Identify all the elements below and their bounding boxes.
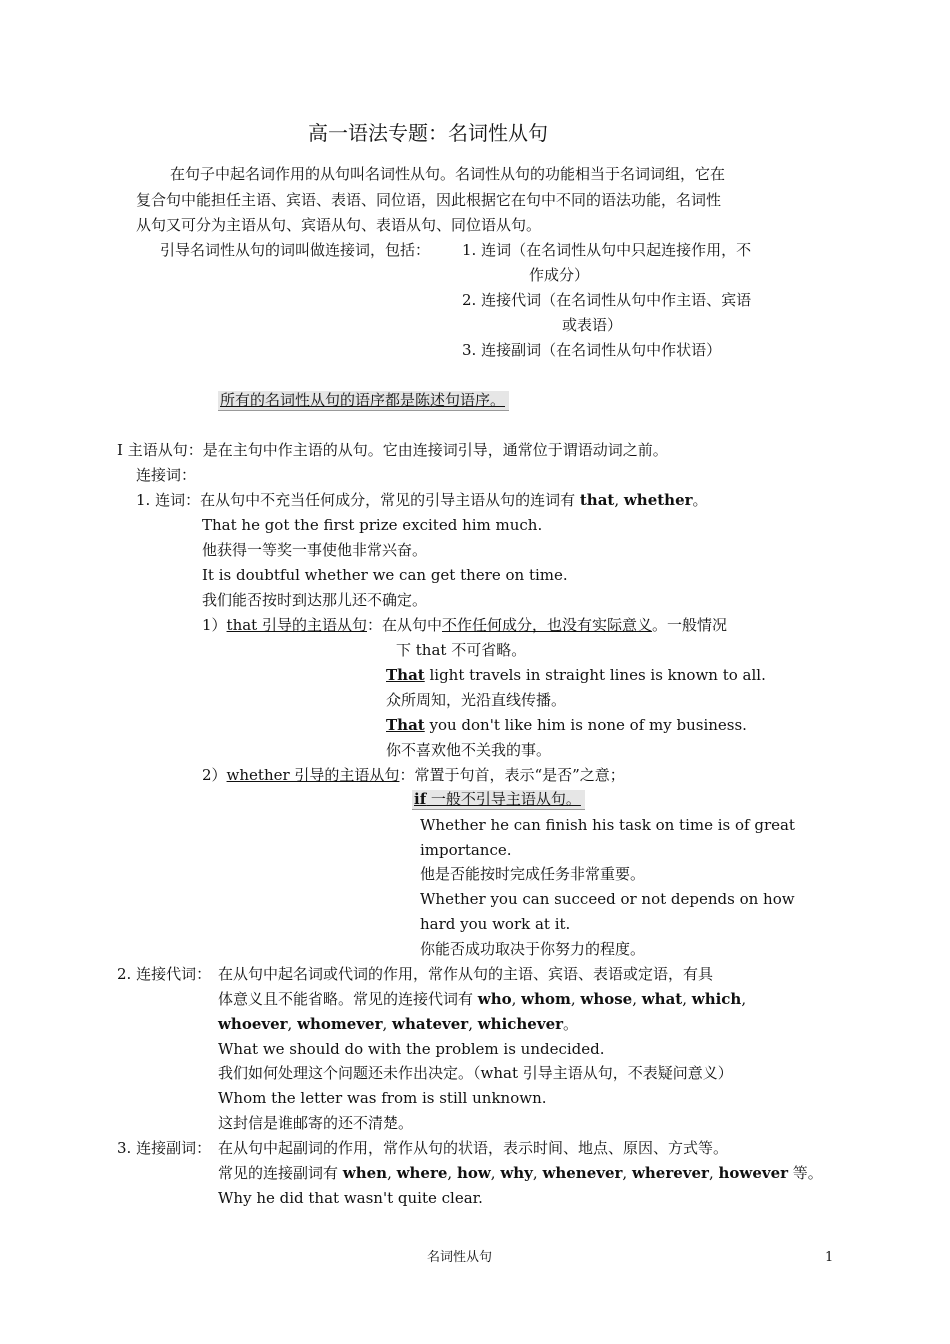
word-order-note (218, 389, 509, 411)
separator: , (490, 1164, 501, 1182)
intro-line-2: 复合句中能担任主语、宾语、表语、同位语，因此根据它在句中不同的语法功能，名词性 (136, 191, 722, 209)
keyword-when: when (342, 1164, 388, 1182)
example-en: Whether you can succeed or not depends on how (420, 890, 795, 908)
intro-line-3: 从句又可分为主语从句、宾语从句、表语从句、同位语从句。 (136, 216, 542, 234)
keyword-that: That (386, 716, 425, 734)
point-text: ：在从句中 (366, 616, 442, 634)
connector-item-2-cont: 或表语） (562, 316, 623, 334)
keyword-why: why (500, 1164, 533, 1182)
page-number: 1 (825, 1250, 834, 1265)
separator: , (741, 990, 747, 1008)
connector-item-2: 2. 连接代词（在名词性从句中作主语、宾语 (462, 291, 752, 309)
example-zh: 这封信是谁邮寄的还不清楚。 (218, 1114, 414, 1132)
item-connective-pronouns-l2 (218, 988, 746, 1010)
point-that-clause-cont: 下 that 不可省略。 (396, 641, 527, 659)
section-subject-clause-heading: I 主语从句：是在主句中作主语的从句。它由连接词引导，通常位于谓语动词之前。 (117, 441, 668, 459)
point-number: 1） (202, 616, 227, 634)
item-connective-adverbs-l2 (218, 1162, 823, 1184)
example-en (386, 664, 766, 686)
keyword-whether: whether (623, 491, 693, 509)
separator: , (511, 990, 522, 1008)
keyword-if: if (414, 790, 427, 808)
example-text: you don't like him is none of my business. (424, 716, 747, 734)
example-zh: 他是否能按时完成任务非常重要。 (420, 865, 646, 883)
example-en: It is doubtful whether we can get there on time. (202, 566, 568, 584)
separator: , (632, 990, 642, 1008)
example-en: Why he did that wasn't quite clear. (218, 1189, 483, 1207)
separator: , (447, 1164, 457, 1182)
keyword-wherever: wherever (631, 1164, 709, 1182)
example-zh: 你能否成功取决于你努力的程度。 (420, 940, 646, 958)
item-conjunctions (136, 489, 708, 511)
keyword-who: who (477, 990, 512, 1008)
separator: , (382, 1015, 393, 1033)
punctuation: 等。 (788, 1164, 823, 1182)
connector-item-1-cont: 作成分） (529, 266, 590, 284)
example-en: Whether he can finish his task on time is of great (420, 816, 795, 834)
example-text: light travels in straight lines is known to all. (424, 666, 766, 684)
if-note-text: 一般不引导主语从句。 (426, 790, 581, 808)
if-note-highlight (412, 790, 585, 810)
punctuation: 。 (692, 491, 708, 509)
keyword-what: what (641, 990, 683, 1008)
separator: , (287, 1015, 298, 1033)
keyword-whoever: whoever (218, 1015, 288, 1033)
point-text: ：常置于句首，表示“是否”之意； (399, 766, 625, 784)
separator: , (532, 1164, 543, 1182)
item-connective-pronouns-l3 (218, 1013, 578, 1035)
example-zh: 我们如何处理这个问题还未作出决定。（what 引导主语从句，不表疑问意义） (218, 1064, 733, 1082)
item-text: 体意义且不能省略。常见的连接代词有 (218, 990, 478, 1008)
connector-lead: 引导名词性从句的词叫做连接词，包括： (160, 241, 431, 259)
point-number: 2） (202, 766, 227, 784)
example-en: That he got the first prize excited him much. (202, 516, 543, 534)
if-note (412, 788, 585, 810)
connector-item-1: 1. 连词（在名词性从句中只起连接作用，不 (462, 241, 752, 259)
example-zh: 众所周知，光沿直线传播。 (386, 691, 567, 709)
separator: , (387, 1164, 397, 1182)
point-text-end: 。一般情况 (652, 616, 728, 634)
keyword-whomever: whomever (297, 1015, 383, 1033)
keyword-how: how (456, 1164, 491, 1182)
keyword-that: that (579, 491, 615, 509)
keyword-which: which (691, 990, 742, 1008)
point-label: whether 引导的主语从句 (226, 766, 400, 784)
keyword-that: That (386, 666, 425, 684)
example-en: Whom the letter was from is still unknown. (218, 1089, 547, 1107)
word-order-note-text: 所有的名词性从句的语序都是陈述句语序。 (218, 391, 509, 411)
intro-line-1: 在句子中起名词作用的从句叫名词性从句。名词性从句的功能相当于名词词组，它在 (170, 165, 726, 183)
keyword-however: however (718, 1164, 789, 1182)
example-en (386, 714, 747, 736)
item-conjunctions-lead: 1. 连词：在从句中不充当任何成分，常见的引导主语从句的连词有 (136, 491, 580, 509)
separator: , (708, 1164, 719, 1182)
point-label: that 引导的主语从句 (226, 616, 367, 634)
item-connective-adverbs-lead: 3. 连接副词： (117, 1139, 212, 1157)
example-en-cont: importance. (420, 841, 512, 859)
section-sub-label: 连接词： (136, 466, 197, 484)
keyword-where: where (396, 1164, 448, 1182)
example-en-cont: hard you work at it. (420, 915, 571, 933)
point-emphasis: 不作任何成分，也没有实际意义 (442, 616, 653, 634)
item-connective-pronouns-l1: 在从句中起名词或代词的作用，常作从句的主语、宾语、表语或定语，有具 (218, 965, 714, 983)
page-title: 高一语法专题：名词性从句 (308, 121, 548, 145)
example-zh: 我们能否按时到达那儿还不确定。 (202, 591, 428, 609)
keyword-whom: whom (521, 990, 571, 1008)
keyword-whenever: whenever (542, 1164, 623, 1182)
example-zh: 你不喜欢他不关我的事。 (386, 741, 552, 759)
item-text: 常见的连接副词有 (218, 1164, 343, 1182)
keyword-whatever: whatever (392, 1015, 469, 1033)
point-whether-clause (202, 764, 625, 786)
item-connective-pronouns-lead: 2. 连接代词： (117, 965, 212, 983)
separator: , (622, 1164, 632, 1182)
separator: , (682, 990, 692, 1008)
keyword-whichever: whichever (477, 1015, 564, 1033)
example-zh: 他获得一等奖一事使他非常兴奋。 (202, 541, 428, 559)
point-that-clause (202, 614, 727, 636)
connector-item-3: 3. 连接副词（在名词性从句中作状语） (462, 341, 722, 359)
separator: , (570, 990, 581, 1008)
punctuation: 。 (563, 1015, 579, 1033)
item-connective-adverbs-l1: 在从句中起副词的作用，常作从句的状语，表示时间、地点、原因、方式等。 (218, 1139, 729, 1157)
keyword-whose: whose (580, 990, 633, 1008)
footer-title: 名词性从句 (427, 1250, 493, 1265)
example-en: What we should do with the problem is undecided. (218, 1040, 605, 1058)
separator: , (614, 491, 624, 509)
separator: , (468, 1015, 478, 1033)
